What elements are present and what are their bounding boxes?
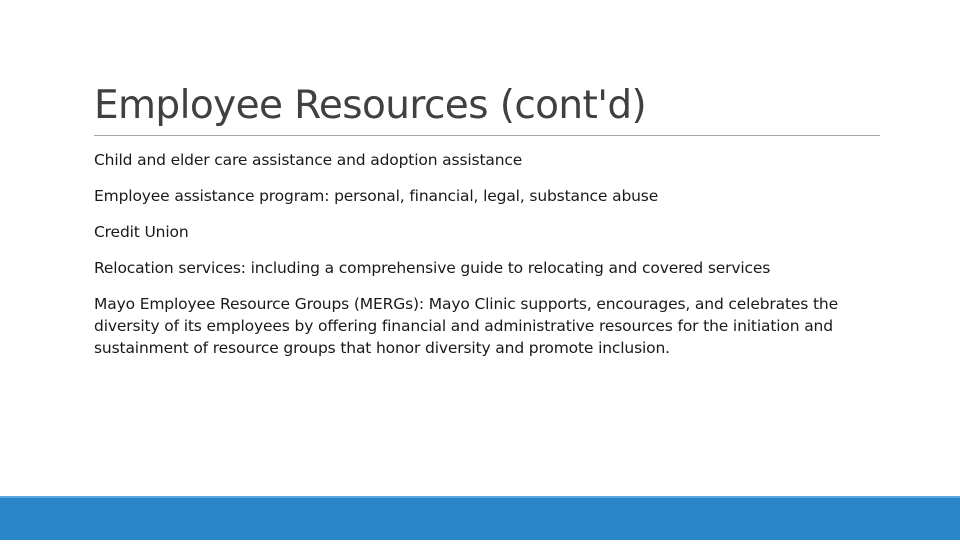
footer-band [0,498,960,540]
slide-title: Employee Resources (cont'd) [94,83,647,128]
bullet-mergs: Mayo Employee Resource Groups (MERGs): Mayo Clinic supports, encourages, and celebrates the diversity of its employees by offering financial and administrative resources for the initiation and sustainment of resource groups that honor diversity and promote inclusion. [94,295,838,357]
bullet-list [94,149,884,373]
bullet-childcare: Child and elder care assistance and adoption assistance [94,151,523,169]
bullet-employee-assistance: Employee assistance program: personal, financial, legal, substance abuse [94,187,659,205]
bullet-relocation: Relocation services: including a comprehensive guide to relocating and covered services [94,259,771,277]
bullet-credit-union: Credit Union [94,223,189,241]
title-divider [94,135,880,136]
